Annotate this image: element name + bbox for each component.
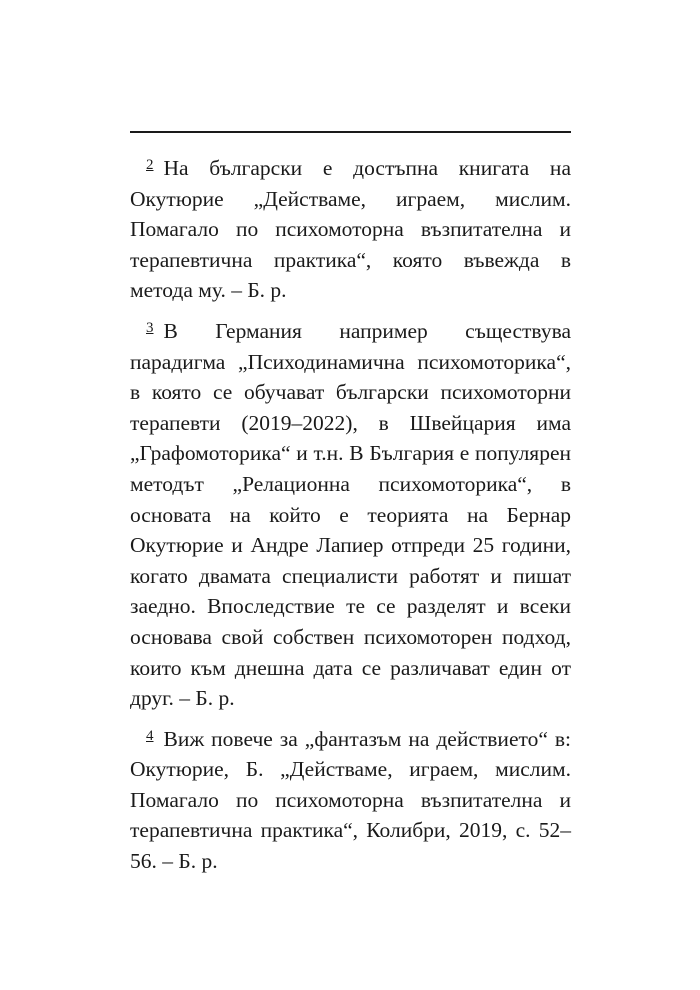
footnote-separator-rule xyxy=(130,131,571,133)
footnote-number[interactable]: 3 xyxy=(146,319,154,336)
footnote-text: В Германия например съществува парадигма „Психодинамична психомоторика“, в която се обучават български психомоторни терапевти (2019–2022), в Швейцария има „Графомоторика“ и т.н. В България е популярен методът „Релационна психомоторика“, в основата на който е теорията на Бернар Окутюрие и Андре Лапиер отпреди 25 години, когато двамата специалисти работят и пишат заедно. Впоследствие те се разделят и всеки основава свой собствен психомоторен подход, които към днешна дата се различават един от друг. – Б. р. xyxy=(130,318,571,711)
footnote-3 xyxy=(130,313,571,714)
footnote-text: На български е достъпна книгата на Окутюрие „Действаме, играем, мислим. Помагало по психомоторна възпитателна и терапевтична практика“, която въвежда в метода му. – Б. р. xyxy=(130,156,571,303)
footnote-number[interactable]: 2 xyxy=(146,157,154,173)
footnote-2 xyxy=(130,150,571,306)
footnotes-section xyxy=(130,150,571,884)
footnote-number[interactable]: 4 xyxy=(146,727,154,744)
footnote-text: Виж повече за „фантазъм на действието“ в: Окутюрие, Б. „Действаме, играем, мислим. Помагало по психомоторна възпитателна и терапевтична практика“, Колибри, 2019, с. 52–56. – Б. р. xyxy=(130,726,571,874)
footnote-4 xyxy=(130,721,571,877)
page xyxy=(130,0,571,990)
